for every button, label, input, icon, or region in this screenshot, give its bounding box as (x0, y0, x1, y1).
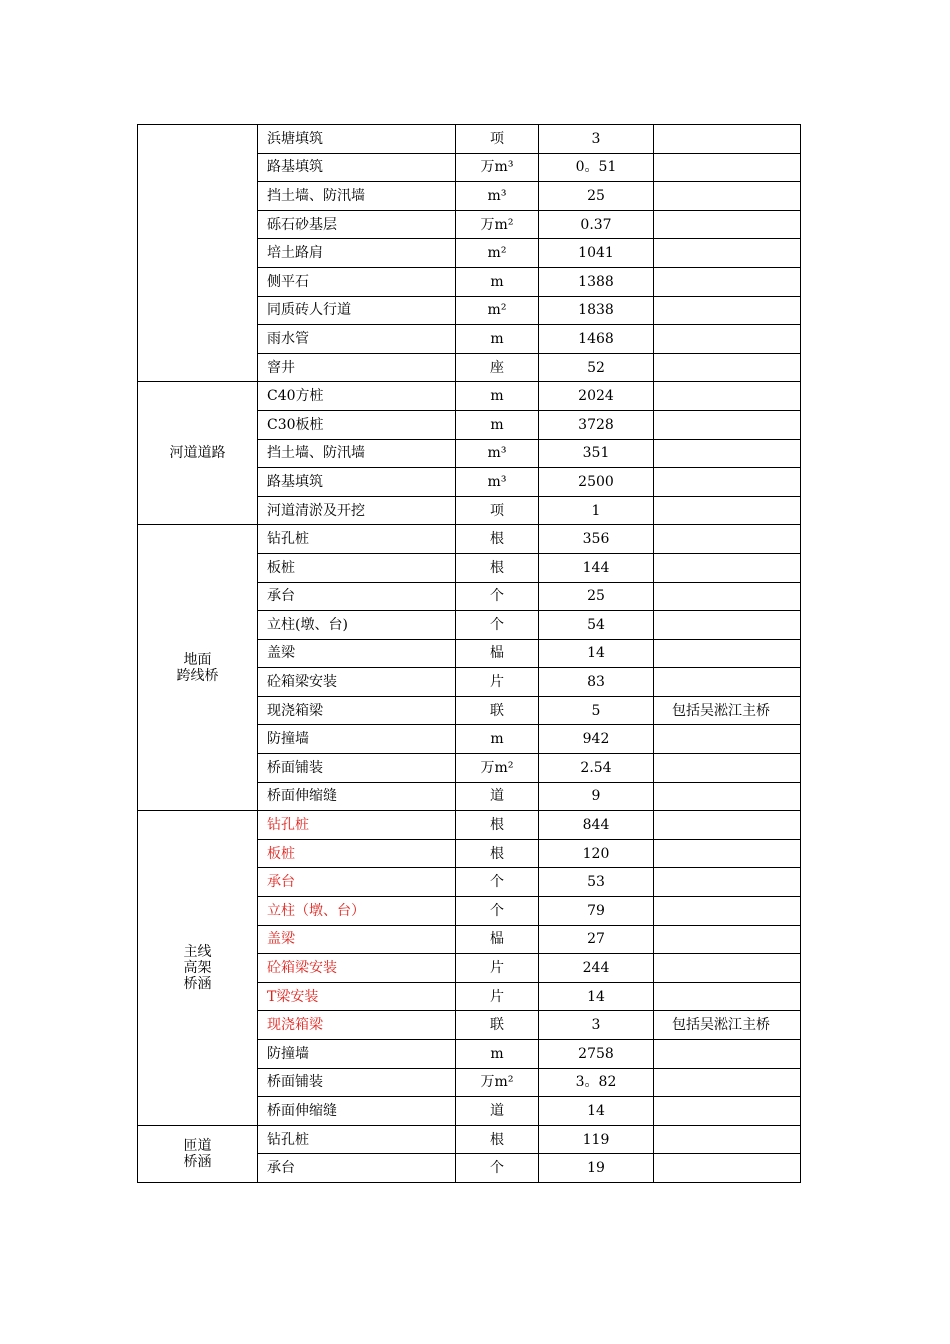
remark-cell (654, 611, 801, 640)
table-row (138, 811, 801, 840)
remark-cell (654, 1040, 801, 1069)
quantity-cell: 14 (539, 1097, 654, 1126)
quantity-cell: 119 (539, 1125, 654, 1154)
item-cell: 承台 (258, 868, 456, 897)
unit-cell: 项 (456, 125, 539, 154)
item-cell: 盖梁 (258, 925, 456, 954)
unit-cell: 根 (456, 525, 539, 554)
remark-cell (654, 982, 801, 1011)
unit-cell: m² (456, 296, 539, 325)
category-label: 跨线桥 (176, 667, 219, 684)
unit-cell: m (456, 382, 539, 411)
remark-cell (654, 125, 801, 154)
quantity-cell: 0。51 (539, 153, 654, 182)
unit-cell: 万m² (456, 754, 539, 783)
category-label: 桥涵 (183, 1153, 212, 1170)
table-row (138, 525, 801, 554)
unit-cell: 个 (456, 897, 539, 926)
remark-cell (654, 639, 801, 668)
unit-cell: 联 (456, 696, 539, 725)
item-cell: 砼箱梁安装 (258, 668, 456, 697)
category-cell (138, 382, 258, 525)
remark-cell (654, 325, 801, 354)
quantity-cell: 19 (539, 1154, 654, 1183)
unit-cell: 个 (456, 611, 539, 640)
quantity-table-body (138, 125, 801, 1183)
quantity-cell: 844 (539, 811, 654, 840)
item-cell: 雨水管 (258, 325, 456, 354)
remark-cell (654, 496, 801, 525)
unit-cell: 万m² (456, 210, 539, 239)
remark-cell (654, 267, 801, 296)
unit-cell: m (456, 725, 539, 754)
quantity-cell: 14 (539, 639, 654, 668)
item-cell: 防撞墙 (258, 725, 456, 754)
remark-cell (654, 1097, 801, 1126)
quantity-cell: 2500 (539, 468, 654, 497)
item-cell: T梁安装 (258, 982, 456, 1011)
item-cell: C40方桩 (258, 382, 456, 411)
quantity-cell: 1388 (539, 267, 654, 296)
remark-cell (654, 210, 801, 239)
item-cell: 盖梁 (258, 639, 456, 668)
remark-cell (654, 754, 801, 783)
item-cell: 挡土墙、防汛墙 (258, 182, 456, 211)
remark-cell (654, 1068, 801, 1097)
item-cell: 路基填筑 (258, 153, 456, 182)
unit-cell: 片 (456, 954, 539, 983)
item-cell: 路基填筑 (258, 468, 456, 497)
item-cell: 钻孔桩 (258, 525, 456, 554)
quantity-cell: 52 (539, 353, 654, 382)
quantity-cell: 1041 (539, 239, 654, 268)
item-cell: 立柱(墩、台) (258, 611, 456, 640)
quantity-cell: 3728 (539, 410, 654, 439)
remark-cell (654, 668, 801, 697)
item-cell: 侧平石 (258, 267, 456, 296)
remark-cell (654, 353, 801, 382)
category-label: 桥涵 (183, 976, 212, 993)
remark-cell (654, 954, 801, 983)
remark-cell: 包括吴淞江主桥 (654, 696, 801, 725)
remark-cell (654, 782, 801, 811)
unit-cell: 道 (456, 1097, 539, 1126)
quantity-cell: 3 (539, 1011, 654, 1040)
quantity-cell: 5 (539, 696, 654, 725)
category-label: 高架 (183, 960, 212, 977)
quantity-table (137, 124, 801, 1183)
unit-cell: 片 (456, 982, 539, 1011)
remark-cell (654, 439, 801, 468)
item-cell: 桥面铺装 (258, 1068, 456, 1097)
item-cell: 桥面铺装 (258, 754, 456, 783)
unit-cell: 万m³ (456, 153, 539, 182)
quantity-cell: 9 (539, 782, 654, 811)
category-label: 河道道路 (169, 445, 226, 462)
item-cell: 立柱（墩、台） (258, 897, 456, 926)
item-cell: 桥面伸缩缝 (258, 1097, 456, 1126)
unit-cell: 根 (456, 553, 539, 582)
unit-cell: m (456, 410, 539, 439)
remark-cell (654, 1125, 801, 1154)
quantity-cell: 27 (539, 925, 654, 954)
quantity-cell: 0.37 (539, 210, 654, 239)
quantity-cell: 1 (539, 496, 654, 525)
unit-cell: 道 (456, 782, 539, 811)
quantity-cell: 14 (539, 982, 654, 1011)
item-cell: 现浇箱梁 (258, 1011, 456, 1040)
unit-cell: m² (456, 239, 539, 268)
remark-cell (654, 725, 801, 754)
quantity-cell: 2.54 (539, 754, 654, 783)
remark-cell (654, 1154, 801, 1183)
quantity-cell: 25 (539, 582, 654, 611)
unit-cell: 个 (456, 1154, 539, 1183)
item-cell: C30板桩 (258, 410, 456, 439)
item-cell: 挡土墙、防汛墙 (258, 439, 456, 468)
category-label: 主线 (183, 944, 212, 961)
item-cell: 窨井 (258, 353, 456, 382)
remark-cell (654, 525, 801, 554)
unit-cell: m³ (456, 468, 539, 497)
item-cell: 防撞墙 (258, 1040, 456, 1069)
remark-cell (654, 868, 801, 897)
table-row (138, 382, 801, 411)
unit-cell: m (456, 325, 539, 354)
unit-cell: 个 (456, 582, 539, 611)
quantity-cell: 83 (539, 668, 654, 697)
quantity-cell: 79 (539, 897, 654, 926)
remark-cell (654, 925, 801, 954)
unit-cell: 片 (456, 668, 539, 697)
remark-cell: 包括吴淞江主桥 (654, 1011, 801, 1040)
quantity-cell: 120 (539, 839, 654, 868)
item-cell: 砼箱梁安装 (258, 954, 456, 983)
quantity-cell: 3。82 (539, 1068, 654, 1097)
item-cell: 浜塘填筑 (258, 125, 456, 154)
category-label: 地面 (183, 651, 212, 668)
unit-cell: m (456, 1040, 539, 1069)
category-cell (138, 125, 258, 382)
table-row (138, 1125, 801, 1154)
unit-cell: 万m² (456, 1068, 539, 1097)
unit-cell: 项 (456, 496, 539, 525)
quantity-cell: 2758 (539, 1040, 654, 1069)
item-cell: 桥面伸缩缝 (258, 782, 456, 811)
item-cell: 培土路肩 (258, 239, 456, 268)
unit-cell: 根 (456, 839, 539, 868)
item-cell: 承台 (258, 1154, 456, 1183)
item-cell: 板桩 (258, 839, 456, 868)
remark-cell (654, 811, 801, 840)
item-cell: 河道清淤及开挖 (258, 496, 456, 525)
unit-cell: 座 (456, 353, 539, 382)
remark-cell (654, 296, 801, 325)
quantity-cell: 25 (539, 182, 654, 211)
quantity-cell: 1468 (539, 325, 654, 354)
unit-cell: 榀 (456, 925, 539, 954)
item-cell: 承台 (258, 582, 456, 611)
remark-cell (654, 239, 801, 268)
quantity-cell: 53 (539, 868, 654, 897)
item-cell: 同质砖人行道 (258, 296, 456, 325)
remark-cell (654, 382, 801, 411)
quantity-cell: 351 (539, 439, 654, 468)
quantity-cell: 2024 (539, 382, 654, 411)
item-cell: 钻孔桩 (258, 1125, 456, 1154)
remark-cell (654, 468, 801, 497)
table-row (138, 125, 801, 154)
category-label: 匝道 (183, 1137, 212, 1154)
item-cell: 钻孔桩 (258, 811, 456, 840)
unit-cell: 联 (456, 1011, 539, 1040)
remark-cell (654, 839, 801, 868)
item-cell: 现浇箱梁 (258, 696, 456, 725)
unit-cell: 根 (456, 811, 539, 840)
quantity-cell: 244 (539, 954, 654, 983)
unit-cell: 个 (456, 868, 539, 897)
remark-cell (654, 410, 801, 439)
item-cell: 砾石砂基层 (258, 210, 456, 239)
quantity-cell: 942 (539, 725, 654, 754)
category-cell (138, 811, 258, 1126)
quantity-cell: 1838 (539, 296, 654, 325)
remark-cell (654, 553, 801, 582)
remark-cell (654, 582, 801, 611)
quantity-cell: 356 (539, 525, 654, 554)
unit-cell: m³ (456, 439, 539, 468)
remark-cell (654, 182, 801, 211)
unit-cell: 榀 (456, 639, 539, 668)
unit-cell: 根 (456, 1125, 539, 1154)
item-cell: 板桩 (258, 553, 456, 582)
quantity-cell: 144 (539, 553, 654, 582)
quantity-cell: 3 (539, 125, 654, 154)
unit-cell: m³ (456, 182, 539, 211)
remark-cell (654, 897, 801, 926)
remark-cell (654, 153, 801, 182)
quantity-cell: 54 (539, 611, 654, 640)
unit-cell: m (456, 267, 539, 296)
category-cell (138, 525, 258, 811)
category-cell (138, 1125, 258, 1182)
